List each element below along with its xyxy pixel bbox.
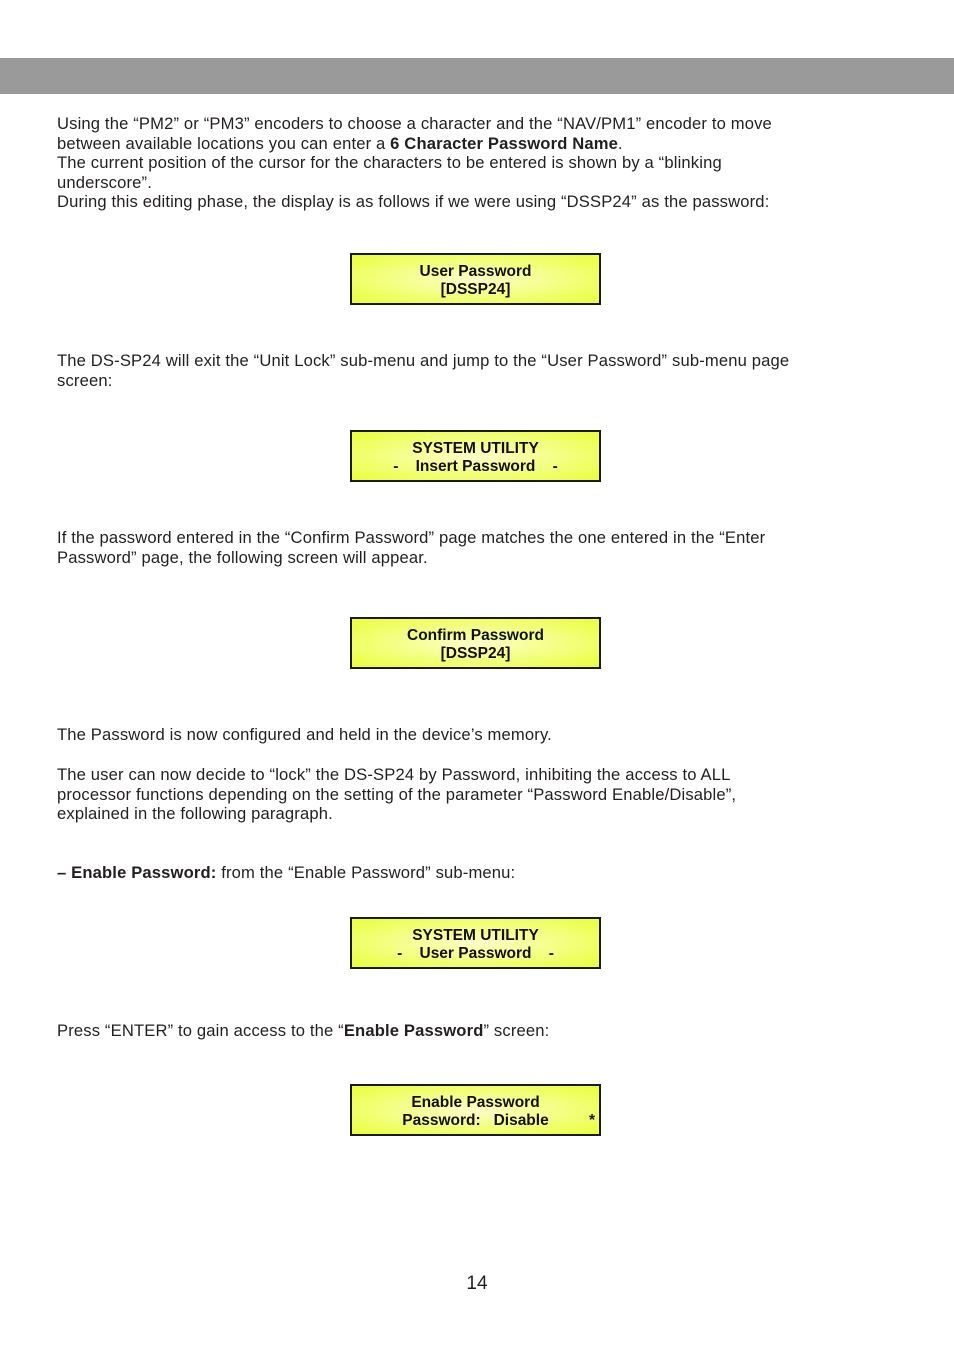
exit-paragraph	[57, 351, 897, 390]
configured-paragraph	[57, 725, 897, 745]
press-enter-bold: Enable Password	[343, 1021, 484, 1040]
lcd-line-1: SYSTEM UTILITY	[412, 440, 539, 457]
lock-line-2: processor functions depending on the setting of the parameter “Password Enable/Disable”,	[57, 784, 737, 804]
lcd-line-1: User Password	[419, 263, 532, 280]
lock-paragraph	[57, 765, 897, 824]
lcd-line-2: Password: Disable	[402, 1112, 549, 1129]
press-enter-post: ” screen:	[483, 1021, 550, 1040]
lock-line-1: The user can now decide to “lock” the DS-SP24 by Password, inhibiting the access to ALL	[57, 765, 731, 784]
intro-line-2-post: .	[618, 133, 623, 153]
lcd-confirm-password	[350, 617, 601, 669]
configured-line-1: The Password is now configured and held in the device’s memory.	[57, 725, 552, 744]
header-bar	[0, 58, 954, 94]
intro-line-3: The current position of the cursor for the characters to be entered is shown by a “blinking	[57, 153, 722, 173]
lcd-selection-marker: *	[588, 1112, 595, 1129]
lock-line-3: explained in the following paragraph.	[57, 804, 333, 824]
lcd-system-utility-insert-password	[350, 430, 601, 482]
intro-line-2-pre: between available locations you can enter a	[57, 133, 391, 153]
confirm-line-2: Password” page, the following screen will appear.	[57, 547, 428, 567]
lcd-line-1: Enable Password	[411, 1094, 540, 1111]
intro-line-5: During this editing phase, the display is as follows if we were using “DSSP24” as the password:	[57, 192, 770, 212]
intro-line-2-bold: 6 Character Password Name	[390, 133, 619, 153]
lcd-line-1: Confirm Password	[407, 627, 544, 644]
lcd-line-2: - Insert Password -	[393, 458, 558, 475]
lcd-user-password-entry	[350, 253, 601, 305]
intro-paragraph	[57, 114, 897, 212]
lcd-line-1: SYSTEM UTILITY	[412, 927, 539, 944]
exit-line-2: screen:	[57, 370, 113, 390]
lcd-enable-password	[350, 1084, 601, 1136]
press-enter-pre: Press “ENTER” to gain access to the “	[57, 1021, 344, 1040]
intro-line-4: underscore”.	[57, 172, 152, 192]
lcd-line-2: [DSSP24]	[440, 645, 511, 662]
page-number: 14	[466, 1273, 488, 1294]
enable-password-text: from the “Enable Password” sub-menu:	[216, 863, 516, 882]
enable-password-paragraph	[57, 863, 897, 883]
press-enter-paragraph	[57, 1021, 897, 1041]
lcd-system-utility-user-password	[350, 917, 601, 969]
lcd-line-2: - User Password -	[397, 945, 554, 962]
exit-line-1: The DS-SP24 will exit the “Unit Lock” sub-menu and jump to the “User Password” sub-menu page	[57, 351, 790, 370]
enable-password-heading: – Enable Password:	[57, 863, 217, 882]
intro-line-1: Using the “PM2” or “PM3” encoders to choose a character and the “NAV/PM1” encoder to move	[57, 114, 772, 133]
confirm-line-1: If the password entered in the “Confirm Password” page matches the one entered in the “Enter	[57, 528, 766, 547]
confirm-paragraph	[57, 528, 897, 567]
lcd-line-2: [DSSP24]	[440, 281, 511, 298]
